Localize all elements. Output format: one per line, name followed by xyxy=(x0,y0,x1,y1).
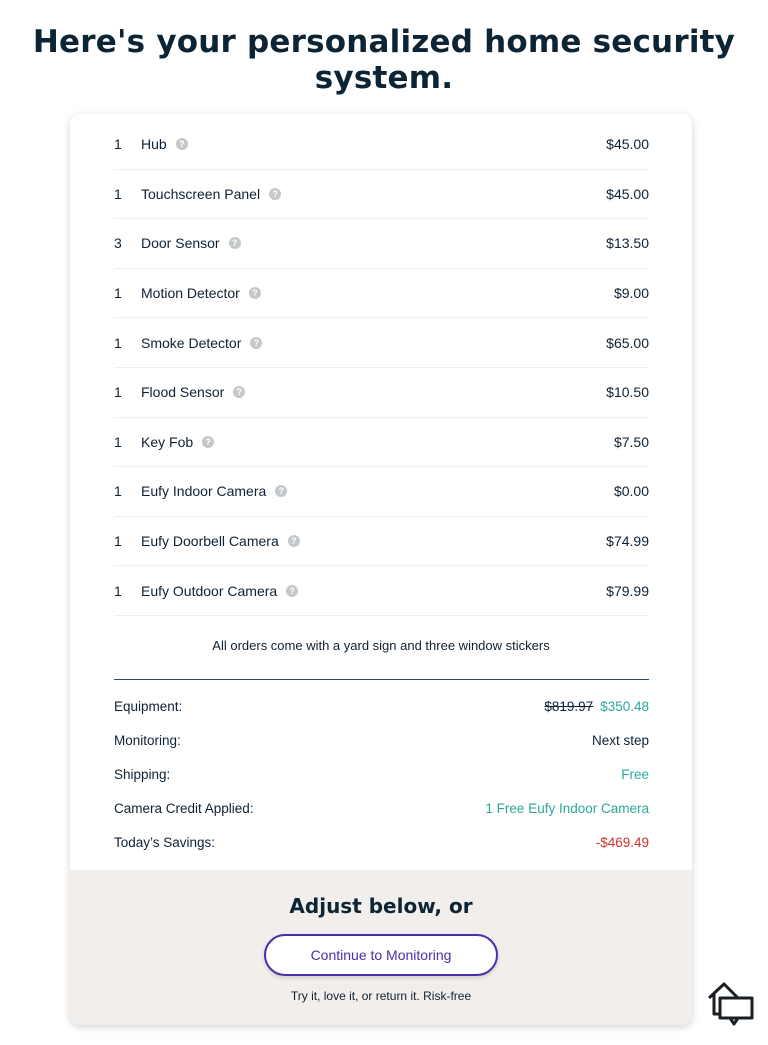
savings-row xyxy=(114,825,649,859)
item-quantity: 1 xyxy=(114,136,122,153)
item-quantity: 1 xyxy=(114,285,122,302)
footer-panel xyxy=(70,870,692,1025)
item-name: Key Fob xyxy=(141,433,194,450)
help-icon[interactable]: ? xyxy=(233,386,245,398)
item-name: Eufy Doorbell Camera xyxy=(141,533,279,550)
equipment-row xyxy=(114,689,649,723)
adjust-heading: Adjust below, or xyxy=(289,894,473,918)
shipping-value: Free xyxy=(621,766,649,782)
item-price: $45.00 xyxy=(606,136,649,153)
item-quantity: 1 xyxy=(114,582,122,599)
item-name: Eufy Outdoor Camera xyxy=(141,582,278,599)
savings-label: Today’s Savings: xyxy=(114,834,216,850)
chat-house-icon[interactable] xyxy=(706,976,756,1026)
item-name: Touchscreen Panel xyxy=(141,185,261,202)
help-icon[interactable]: ? xyxy=(202,436,214,448)
item-price: $45.00 xyxy=(606,185,649,202)
item-price: $0.00 xyxy=(613,483,649,500)
item-list xyxy=(114,120,649,616)
item-quantity: 1 xyxy=(114,384,122,401)
item-name: Motion Detector xyxy=(141,285,240,302)
camera-credit-label: Camera Credit Applied: xyxy=(114,800,254,816)
help-icon[interactable]: ? xyxy=(250,337,262,349)
help-icon[interactable]: ? xyxy=(229,237,241,249)
item-name: Flood Sensor xyxy=(141,384,225,401)
shipping-row xyxy=(114,757,649,791)
help-icon[interactable]: ? xyxy=(269,188,281,200)
item-price: $9.00 xyxy=(613,285,649,302)
item-row xyxy=(114,318,649,368)
equipment-original-price: $819.97 xyxy=(544,698,594,714)
item-price: $79.99 xyxy=(606,582,649,599)
help-icon[interactable]: ? xyxy=(288,535,300,547)
yard-sign-note: All orders come with a yard sign and three window stickers xyxy=(212,638,550,653)
item-price: $65.00 xyxy=(606,334,649,351)
continue-to-monitoring-button[interactable]: Continue to Monitoring xyxy=(264,934,498,976)
item-name: Hub xyxy=(141,136,167,153)
shipping-label: Shipping: xyxy=(114,766,171,782)
page-title: Here's your personalized home security system. xyxy=(32,24,736,96)
savings-value: -$469.49 xyxy=(595,834,649,850)
item-row xyxy=(114,170,649,220)
camera-credit-value: 1 Free Eufy Indoor Camera xyxy=(485,800,649,816)
item-quantity: 1 xyxy=(114,433,122,450)
item-row xyxy=(114,120,649,170)
help-icon[interactable]: ? xyxy=(176,138,188,150)
item-row xyxy=(114,418,649,468)
item-name: Door Sensor xyxy=(141,235,220,252)
help-icon[interactable]: ? xyxy=(249,287,261,299)
camera-credit-row xyxy=(114,791,649,825)
item-quantity: 1 xyxy=(114,334,122,351)
help-icon[interactable]: ? xyxy=(275,485,287,497)
item-price: $7.50 xyxy=(613,433,649,450)
item-row xyxy=(114,219,649,269)
monitoring-label: Monitoring: xyxy=(114,732,181,748)
item-quantity: 1 xyxy=(114,533,122,550)
monitoring-value: Next step xyxy=(591,732,649,748)
item-quantity: 1 xyxy=(114,185,122,202)
help-icon[interactable]: ? xyxy=(286,585,298,597)
item-price: $10.50 xyxy=(606,384,649,401)
order-summary-card xyxy=(70,114,692,1025)
item-row xyxy=(114,517,649,567)
item-row xyxy=(114,368,649,418)
item-price: $13.50 xyxy=(606,235,649,252)
item-name: Smoke Detector xyxy=(141,334,242,351)
item-row xyxy=(114,269,649,319)
equipment-label: Equipment: xyxy=(114,698,183,714)
price-summary xyxy=(114,689,649,859)
item-quantity: 1 xyxy=(114,483,122,500)
monitoring-row xyxy=(114,723,649,757)
item-name: Eufy Indoor Camera xyxy=(141,483,267,500)
risk-free-note: Try it, love it, or return it. Risk-free xyxy=(290,989,472,1003)
item-price: $74.99 xyxy=(606,533,649,550)
divider xyxy=(114,679,649,680)
equipment-discounted-price: $350.48 xyxy=(600,698,649,714)
item-row xyxy=(114,566,649,616)
item-row xyxy=(114,467,649,517)
item-quantity: 3 xyxy=(114,235,122,252)
